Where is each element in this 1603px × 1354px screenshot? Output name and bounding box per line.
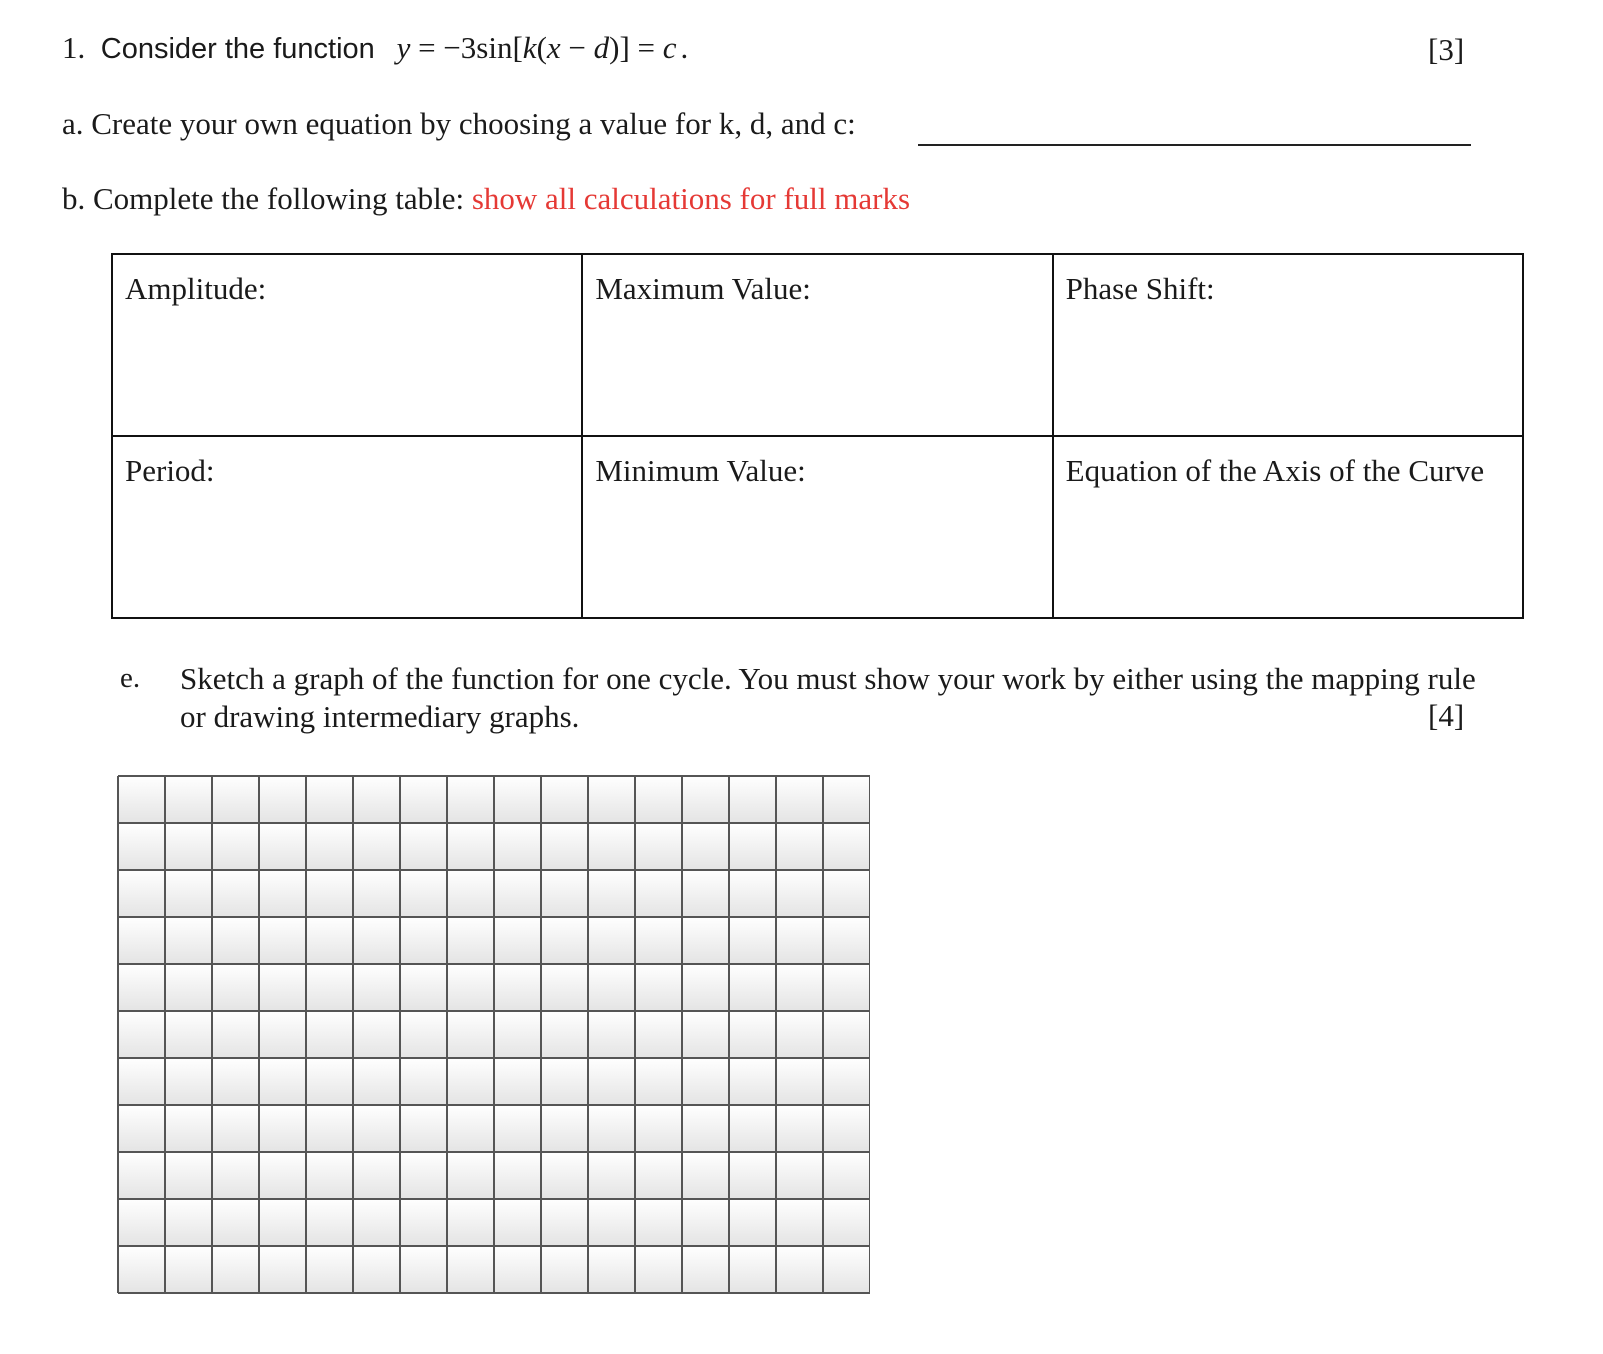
grid-cell bbox=[353, 1105, 400, 1152]
grid-cell bbox=[447, 917, 494, 964]
grid-cell bbox=[588, 776, 635, 823]
grid-cell bbox=[353, 964, 400, 1011]
part-e-prompt: Sketch a graph of the function for one cycle. You must show your work by either using the mapping rule or drawing intermediary graphs. bbox=[180, 661, 1476, 734]
grid-cell bbox=[541, 823, 588, 870]
grid-cell bbox=[353, 1246, 400, 1293]
grid-cell bbox=[541, 964, 588, 1011]
grid-cell bbox=[400, 776, 447, 823]
grid-cell bbox=[259, 870, 306, 917]
grid-cell bbox=[400, 1152, 447, 1199]
grid-cell bbox=[823, 917, 870, 964]
grid-cell bbox=[353, 870, 400, 917]
grid-cell bbox=[635, 1199, 682, 1246]
grid-cell bbox=[729, 1246, 776, 1293]
grid-cell bbox=[494, 1058, 541, 1105]
grid-cell bbox=[165, 1246, 212, 1293]
grid-cell bbox=[635, 823, 682, 870]
grid-cell bbox=[306, 823, 353, 870]
grid-cell bbox=[306, 1011, 353, 1058]
grid-cell bbox=[400, 964, 447, 1011]
grid-cell bbox=[118, 1011, 165, 1058]
grid-cell bbox=[776, 917, 823, 964]
phase-shift-cell[interactable]: Phase Shift: bbox=[1053, 254, 1523, 436]
grid-cell bbox=[165, 1105, 212, 1152]
grid-cell bbox=[635, 1011, 682, 1058]
grid-cell bbox=[259, 1199, 306, 1246]
grid-cell bbox=[259, 776, 306, 823]
eq-open: ( bbox=[536, 30, 547, 65]
table-row bbox=[112, 436, 1523, 618]
grid-cell bbox=[635, 776, 682, 823]
grid-cell bbox=[165, 1058, 212, 1105]
grid-cell bbox=[682, 1152, 729, 1199]
grid-cell bbox=[588, 1058, 635, 1105]
function-equation bbox=[397, 30, 689, 65]
grid-cell bbox=[212, 917, 259, 964]
grid-cell bbox=[165, 964, 212, 1011]
eq-part-1: = −3sin[ bbox=[410, 30, 523, 65]
grid-cell bbox=[823, 1246, 870, 1293]
minimum-value-cell[interactable]: Minimum Value: bbox=[582, 436, 1052, 618]
grid-cell bbox=[776, 964, 823, 1011]
grid-cell bbox=[118, 1246, 165, 1293]
grid-cell bbox=[823, 1105, 870, 1152]
grid-cell bbox=[165, 870, 212, 917]
grid-cell bbox=[118, 1105, 165, 1152]
grid-cell bbox=[541, 1199, 588, 1246]
grid-cell bbox=[541, 1152, 588, 1199]
grid-cell bbox=[729, 1199, 776, 1246]
grid-cell bbox=[353, 1152, 400, 1199]
grid-cell bbox=[118, 964, 165, 1011]
grid-cell bbox=[541, 1105, 588, 1152]
grid-cell bbox=[494, 776, 541, 823]
part-b-prompt bbox=[62, 181, 910, 217]
grid-cell bbox=[635, 917, 682, 964]
grid-cell bbox=[776, 1011, 823, 1058]
grid-cell bbox=[118, 1199, 165, 1246]
grid-cell bbox=[635, 1246, 682, 1293]
grid-cell bbox=[729, 917, 776, 964]
grid-cell bbox=[212, 1058, 259, 1105]
grid-cell bbox=[447, 1246, 494, 1293]
question-number: 1. bbox=[62, 30, 86, 65]
grid-cell bbox=[259, 1058, 306, 1105]
grid-cell bbox=[776, 823, 823, 870]
grid-cell bbox=[165, 1199, 212, 1246]
grid-cell bbox=[259, 1011, 306, 1058]
grid-cell bbox=[729, 1152, 776, 1199]
grid-cell bbox=[165, 917, 212, 964]
amplitude-cell[interactable]: Amplitude: bbox=[112, 254, 582, 436]
grid-cell bbox=[494, 823, 541, 870]
grid-cell bbox=[682, 1058, 729, 1105]
grid-cell bbox=[682, 1199, 729, 1246]
graph-paper-grid[interactable] bbox=[114, 774, 870, 1294]
grid-cell bbox=[259, 1246, 306, 1293]
grid-cell bbox=[447, 1011, 494, 1058]
part-b-text: b. Complete the following table: bbox=[62, 181, 472, 216]
grid-cell bbox=[259, 1152, 306, 1199]
grid-cell bbox=[212, 870, 259, 917]
grid-cell bbox=[212, 776, 259, 823]
grid-cell bbox=[353, 823, 400, 870]
grid-cell bbox=[823, 1199, 870, 1246]
grid-cell bbox=[118, 1058, 165, 1105]
grid-cell bbox=[682, 917, 729, 964]
grid-cell bbox=[729, 1058, 776, 1105]
grid-cell bbox=[541, 1246, 588, 1293]
grid-cell bbox=[353, 1058, 400, 1105]
grid-cell bbox=[118, 917, 165, 964]
grid-cell bbox=[447, 1105, 494, 1152]
grid-cell bbox=[400, 1199, 447, 1246]
grid-cell bbox=[306, 917, 353, 964]
grid-cell bbox=[729, 964, 776, 1011]
grid-cell bbox=[400, 870, 447, 917]
grid-cell bbox=[588, 1152, 635, 1199]
grid-cell bbox=[588, 823, 635, 870]
grid-cell bbox=[541, 1011, 588, 1058]
grid-cell bbox=[400, 917, 447, 964]
grid-cell bbox=[588, 964, 635, 1011]
grid-cell bbox=[776, 1105, 823, 1152]
grid-cell bbox=[494, 964, 541, 1011]
grid-cell bbox=[212, 964, 259, 1011]
grid-cell bbox=[776, 1199, 823, 1246]
grid-cell bbox=[588, 917, 635, 964]
grid-cell bbox=[541, 917, 588, 964]
grid-cell bbox=[165, 1152, 212, 1199]
grid-cell bbox=[212, 823, 259, 870]
grid-cell bbox=[635, 1058, 682, 1105]
grid-cell bbox=[729, 776, 776, 823]
grid-cell bbox=[823, 1058, 870, 1105]
grid-cell bbox=[259, 823, 306, 870]
grid-cell bbox=[259, 964, 306, 1011]
eq-y: y bbox=[396, 30, 411, 65]
grid-cell bbox=[259, 917, 306, 964]
grid-cell bbox=[306, 1246, 353, 1293]
grid-cell bbox=[682, 1011, 729, 1058]
grid-cell bbox=[494, 1105, 541, 1152]
part-b-emphasis: show all calculations for full marks bbox=[471, 181, 911, 216]
grid-cell bbox=[729, 870, 776, 917]
grid-cell bbox=[776, 870, 823, 917]
grid-cell bbox=[118, 870, 165, 917]
grid-cell bbox=[165, 823, 212, 870]
grid-cell bbox=[494, 1199, 541, 1246]
grid-cell bbox=[729, 1011, 776, 1058]
eq-d: d bbox=[593, 30, 610, 65]
grid-cell bbox=[823, 1011, 870, 1058]
grid-cell bbox=[682, 870, 729, 917]
eq-close: )] = bbox=[609, 30, 663, 65]
grid-cell bbox=[447, 964, 494, 1011]
grid-cell bbox=[729, 1105, 776, 1152]
grid-cell bbox=[353, 776, 400, 823]
grid-cell bbox=[682, 1246, 729, 1293]
parameters-table bbox=[111, 253, 1524, 619]
question-intro: Consider the function bbox=[100, 33, 375, 65]
grid-cell bbox=[588, 1246, 635, 1293]
grid-cell bbox=[353, 1011, 400, 1058]
grid-cell bbox=[118, 1152, 165, 1199]
grid-cell bbox=[306, 964, 353, 1011]
grid-cell bbox=[541, 1058, 588, 1105]
grid-cell bbox=[823, 1152, 870, 1199]
grid-cell bbox=[776, 1058, 823, 1105]
grid-cell bbox=[165, 776, 212, 823]
grid-cell bbox=[729, 823, 776, 870]
eq-x: x bbox=[546, 30, 561, 65]
grid-cell bbox=[447, 1152, 494, 1199]
question-marks: [3] bbox=[1428, 32, 1465, 67]
grid-cell bbox=[447, 823, 494, 870]
grid-cell bbox=[306, 1058, 353, 1105]
grid-cell bbox=[541, 870, 588, 917]
eq-c: c bbox=[662, 30, 677, 65]
grid-cell bbox=[306, 1152, 353, 1199]
grid-cell bbox=[541, 776, 588, 823]
eq-minus: − bbox=[560, 30, 594, 65]
grid-cell bbox=[588, 1011, 635, 1058]
grid-cell bbox=[118, 776, 165, 823]
grid-cell bbox=[212, 1105, 259, 1152]
grid-cell bbox=[682, 964, 729, 1011]
grid-cell bbox=[212, 1152, 259, 1199]
part-e-letter: e. bbox=[120, 662, 141, 694]
grid-cell bbox=[494, 1011, 541, 1058]
grid-cell bbox=[353, 917, 400, 964]
grid-cell bbox=[682, 823, 729, 870]
grid-cell bbox=[588, 870, 635, 917]
grid-cell bbox=[682, 776, 729, 823]
grid-cell bbox=[306, 1199, 353, 1246]
grid-cell bbox=[635, 870, 682, 917]
eq-dot: . bbox=[680, 30, 689, 65]
answer-blank-line[interactable] bbox=[918, 144, 1471, 146]
table-row bbox=[112, 254, 1523, 436]
grid-cell bbox=[118, 823, 165, 870]
grid-cell bbox=[494, 870, 541, 917]
question-header bbox=[62, 30, 688, 66]
grid-cell bbox=[212, 1246, 259, 1293]
grid-cell bbox=[353, 1199, 400, 1246]
grid-cell bbox=[165, 1011, 212, 1058]
axis-equation-cell[interactable]: Equation of the Axis of the Curve bbox=[1053, 436, 1523, 618]
grid-cell bbox=[776, 1152, 823, 1199]
grid-cell bbox=[400, 823, 447, 870]
grid-cell bbox=[635, 1105, 682, 1152]
grid-cell bbox=[494, 1152, 541, 1199]
grid-cell bbox=[212, 1199, 259, 1246]
grid-cell bbox=[447, 776, 494, 823]
part-a-prompt: a. Create your own equation by choosing a value for k, d, and c: bbox=[62, 106, 856, 141]
grid-cell bbox=[588, 1105, 635, 1152]
grid-cell bbox=[400, 1246, 447, 1293]
eq-k: k bbox=[522, 30, 537, 65]
grid-cell bbox=[823, 823, 870, 870]
part-e-marks: [4] bbox=[1428, 698, 1465, 733]
grid-cell bbox=[447, 870, 494, 917]
grid-cell bbox=[682, 1105, 729, 1152]
grid-cell bbox=[400, 1011, 447, 1058]
grid-cell bbox=[400, 1105, 447, 1152]
grid-cell bbox=[776, 776, 823, 823]
grid-cell bbox=[306, 870, 353, 917]
grid-cell bbox=[588, 1199, 635, 1246]
grid-cell bbox=[823, 870, 870, 917]
grid-cell bbox=[306, 776, 353, 823]
grid-cell bbox=[823, 964, 870, 1011]
grid-cell bbox=[447, 1199, 494, 1246]
grid-cell bbox=[494, 1246, 541, 1293]
grid-cell bbox=[306, 1105, 353, 1152]
grid-cell bbox=[447, 1058, 494, 1105]
grid-cell bbox=[635, 1152, 682, 1199]
grid-cell bbox=[494, 917, 541, 964]
grid-cell bbox=[400, 1058, 447, 1105]
grid-cell bbox=[823, 776, 870, 823]
grid-cell bbox=[212, 1011, 259, 1058]
maximum-value-cell[interactable]: Maximum Value: bbox=[582, 254, 1052, 436]
grid-cell bbox=[259, 1105, 306, 1152]
grid-cell bbox=[635, 964, 682, 1011]
grid-cell bbox=[776, 1246, 823, 1293]
period-cell[interactable]: Period: bbox=[112, 436, 582, 618]
